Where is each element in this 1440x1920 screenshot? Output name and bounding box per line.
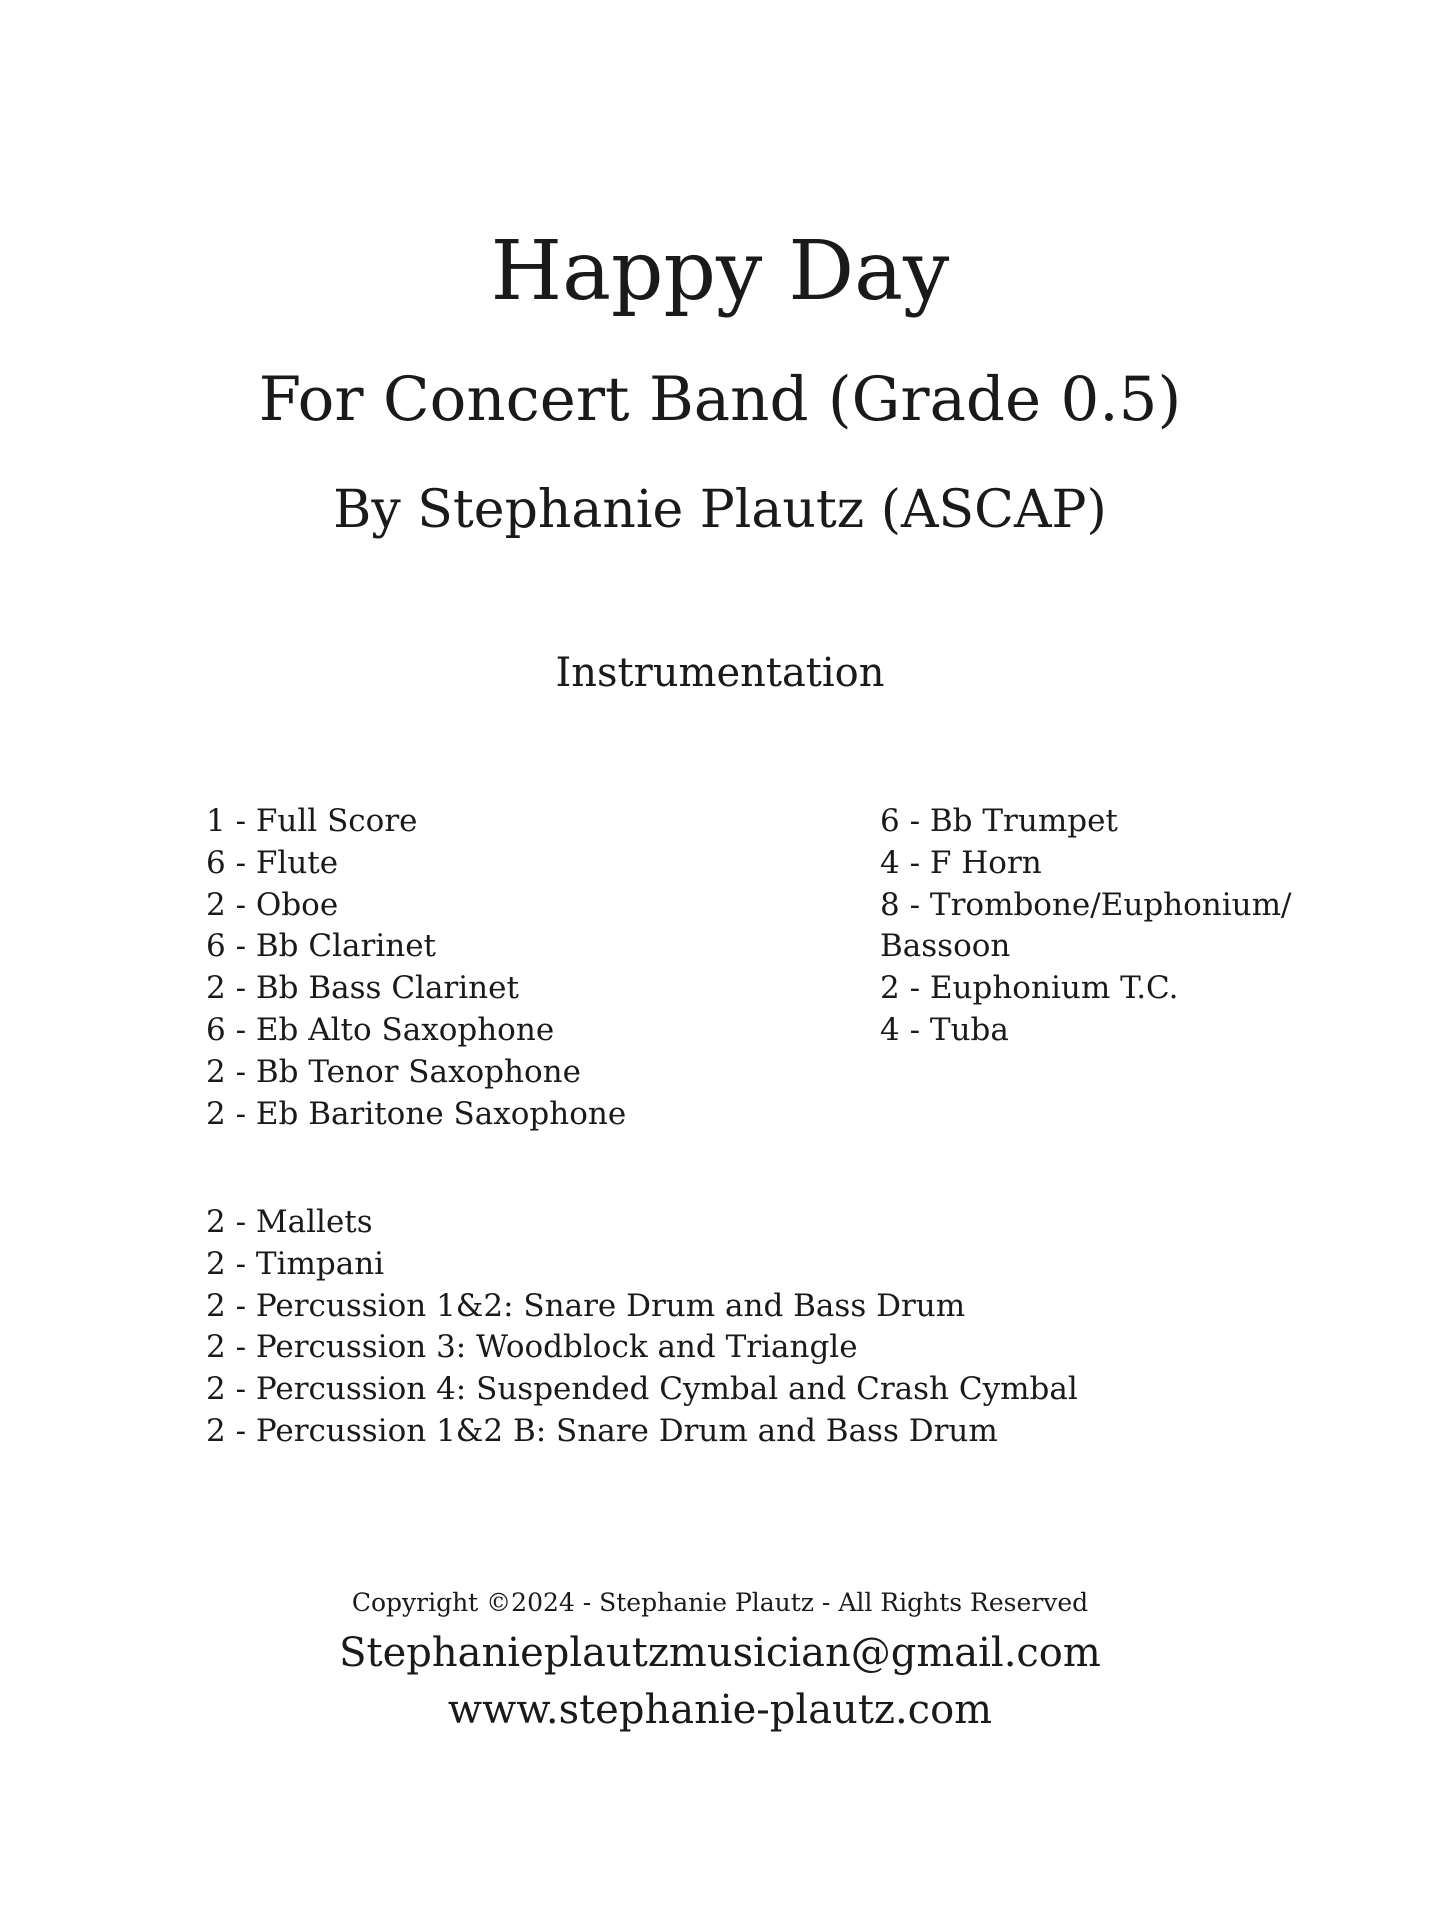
website-address: www.stephanie-plautz.com xyxy=(447,1687,993,1733)
copyright-notice: Copyright ©2024 - Stephanie Plautz - All Rights Reserved xyxy=(351,1588,1089,1617)
list-item: 6 - Bb Clarinet xyxy=(206,928,437,965)
instrument-list-left xyxy=(206,801,626,1135)
percussion-list xyxy=(206,1202,1078,1453)
list-item: 6 - Eb Alto Saxophone xyxy=(206,1011,555,1048)
list-item: 2 - Percussion 4: Suspended Cymbal and Crash Cymbal xyxy=(206,1371,1078,1408)
list-item: 2 - Mallets xyxy=(206,1204,373,1240)
list-item: 2 - Euphonium T.C. xyxy=(880,970,1179,1007)
list-item: 2 - Percussion 1&2 B: Snare Drum and Bass Drum xyxy=(206,1412,998,1449)
list-item: Bassoon xyxy=(880,928,1011,965)
composer-credit: By Stephanie Plautz (ASCAP) xyxy=(333,480,1107,540)
page-subtitle: For Concert Band (Grade 0.5) xyxy=(258,364,1182,435)
list-item: 2 - Eb Baritone Saxophone xyxy=(206,1095,627,1132)
list-item: 1 - Full Score xyxy=(206,803,418,839)
list-item: 2 - Bb Tenor Saxophone xyxy=(206,1053,581,1090)
list-item: 2 - Percussion 3: Woodblock and Triangle xyxy=(206,1329,858,1366)
list-item: 6 - Flute xyxy=(206,844,339,881)
instrumentation-heading: Instrumentation xyxy=(555,650,885,696)
list-item: 2 - Percussion 1&2: Snare Drum and Bass Drum xyxy=(206,1287,966,1324)
list-item: 6 - Bb Trumpet xyxy=(880,803,1118,839)
list-item: 4 - F Horn xyxy=(880,844,1042,881)
list-item: 8 - Trombone/Euphonium/ xyxy=(880,886,1292,923)
list-item: 2 - Bb Bass Clarinet xyxy=(206,970,519,1007)
list-item: 2 - Timpani xyxy=(206,1245,385,1282)
instrument-list-right xyxy=(880,801,1291,1052)
contact-email: Stephanieplautzmusician@gmail.com xyxy=(339,1630,1101,1676)
list-item: 2 - Oboe xyxy=(206,886,339,923)
list-item: 4 - Tuba xyxy=(880,1011,1009,1048)
page-title: Happy Day xyxy=(490,224,950,319)
